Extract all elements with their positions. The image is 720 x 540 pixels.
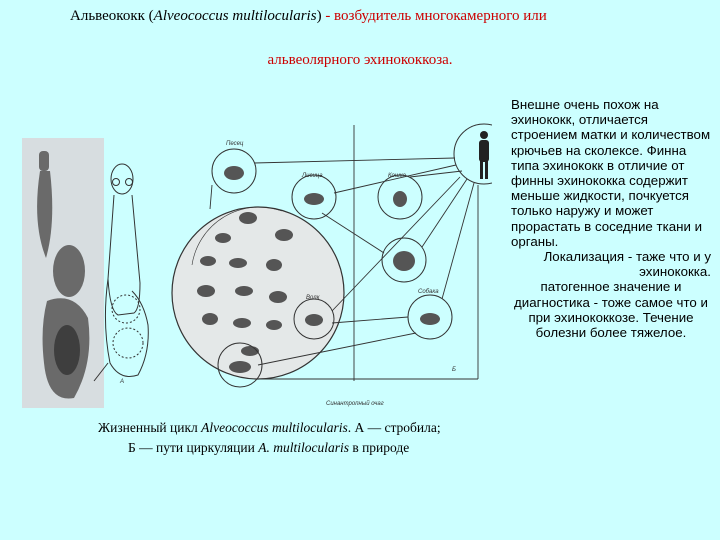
description-p1: Внешне очень похож на эхинококк, отличается строением матки и количеством крючьев на сколексе. Финна типа эхинококк в отличие от финны эхинококка содержит меньше жидкости, почкуется только наружу и может прорастать в соседние ткани и органы.	[511, 97, 711, 249]
caption-line1-suffix: . А — стробила;	[347, 420, 441, 435]
caption-line1	[98, 418, 518, 438]
title-subtitle-1: - возбудитель многокамерного или	[321, 8, 547, 24]
label-fox2: Лисица	[302, 173, 323, 179]
label-axis: Синантропный очаг	[326, 401, 384, 407]
description-text	[511, 97, 711, 340]
caption-line1-latin: Alveococcus multilocularis	[201, 420, 348, 435]
label-a: А	[120, 379, 125, 385]
label-dog: Собака	[418, 289, 439, 295]
title-name-ru: Альвеококк (	[70, 8, 154, 24]
description-p2: Локализация - таже что и у эхинококка.	[543, 249, 711, 280]
caption-line1-prefix: Жизненный цикл	[98, 420, 202, 435]
label-b: Б	[452, 367, 456, 373]
label-fox: Песец	[226, 141, 244, 147]
caption-line2-latin: A. multilocularis	[258, 440, 349, 455]
title-name-close: )	[316, 8, 322, 24]
slide-title-line1	[70, 8, 710, 25]
slide-title-line2: альвеолярного эхинококкоза.	[267, 52, 453, 68]
caption-line2-prefix: Б — пути циркуляции	[128, 440, 259, 455]
title-name-latin: Alveococcus multilocularis	[153, 8, 317, 24]
label-wolf: Волк	[306, 295, 320, 301]
figure-caption	[98, 418, 518, 458]
label-arctic: Кошка	[388, 173, 407, 179]
life-cycle-figure	[22, 113, 492, 410]
caption-line2	[98, 438, 518, 458]
description-p3: патогенное значение и диагностика - тоже самое что и при эхинококкозе. Течение болезни более тяжелое.	[514, 279, 708, 341]
caption-line2-suffix: в природе	[348, 440, 410, 455]
human-figure	[479, 131, 489, 179]
